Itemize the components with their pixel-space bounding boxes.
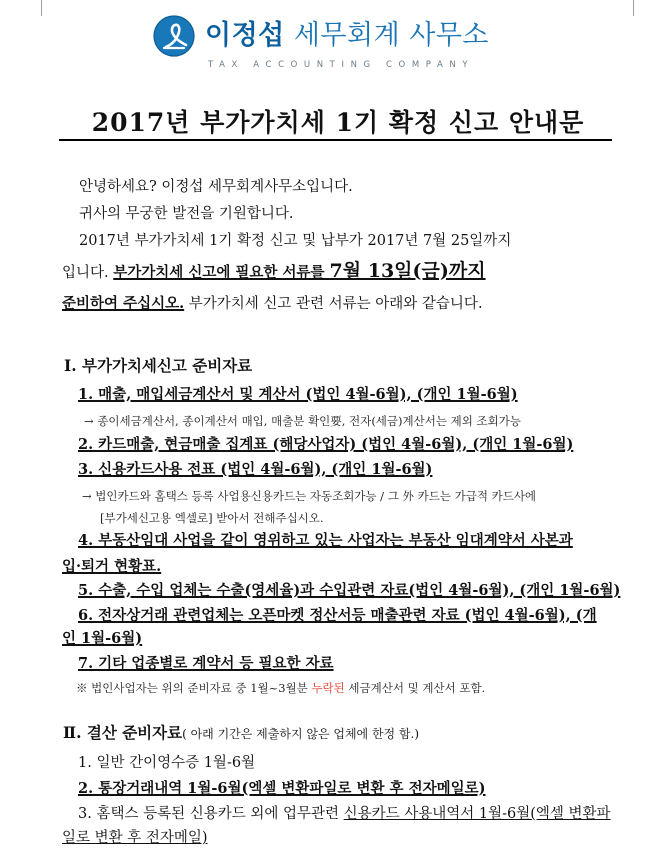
intro-prepare-request: 준비하여 주십시오. — [62, 295, 185, 312]
intro-deadline-lead: 부가가치세 신고에 필요한 서류를 — [113, 264, 330, 281]
section-1-note-text-a: ※ 법인사업자는 위의 준비자료 중 1월~3월분 — [76, 681, 312, 695]
section-1-heading: Ⅰ. 부가가치세신고 준비자료 — [64, 356, 253, 375]
intro-deadline-date: 7월 13일(금)까지 — [329, 260, 486, 282]
intro-line-2: 귀사의 무궁한 발전을 기원합니다. — [79, 206, 294, 222]
intro-line-3: 2017년 부가가치세 1기 확정 신고 및 납부가 2017년 7월 25일까지 — [79, 233, 512, 249]
section-1-item-1-note: → 종이세금계산서, 종이계산서 매입, 매출분 확인要, 전자(세금)계산서는 제외 조회가능 — [84, 414, 521, 428]
section-1-item-2 — [78, 434, 573, 456]
section-2-item-3-text-2: 일로 변환 후 전자메일) — [62, 830, 208, 846]
section-1-item-4-line-1 — [78, 530, 573, 552]
section-1-item-7 — [78, 653, 334, 675]
section-2-heading-text: Ⅱ. 결산 준비자료 — [63, 723, 183, 742]
company-name-bold: 이정섭 — [205, 20, 285, 51]
section-1-item-1-text: 1. 매출, 매입세금계산서 및 계산서 (법인 4월-6월), (개인 1월-6월) — [78, 386, 518, 403]
company-logo-icon — [153, 15, 195, 57]
section-2-heading-note: ( 아래 기간은 제출하지 않은 업체에 한정 함.) — [182, 727, 420, 741]
company-subtitle: TAX ACCOUNTING COMPANY — [208, 60, 475, 70]
section-2-item-3-line-1 — [78, 803, 611, 825]
section-1-item-3 — [78, 459, 432, 481]
section-2-item-2 — [78, 778, 486, 800]
intro-line-1: 안녕하세요? 이정섭 세무회계사무소입니다. — [79, 179, 353, 195]
section-1-item-4-text-1: 4. 부동산임대 사업을 같이 영위하고 있는 사업자는 부동산 임대계약서 사본과 — [78, 532, 573, 549]
intro-line-5 — [62, 293, 483, 315]
section-2-heading — [63, 722, 419, 745]
page-margin-right — [633, 0, 634, 16]
company-logo — [153, 13, 489, 59]
section-2-item-3-text-b: 신용카드 사용내역서 1월-6월(엑셀 변환파 — [343, 806, 611, 822]
section-1-item-7-text: 7. 기타 업종별로 계약서 등 필요한 자료 — [78, 655, 334, 672]
section-1-note — [76, 677, 485, 699]
section-1-item-6-line-2 — [62, 628, 142, 650]
section-1-item-1 — [78, 384, 518, 406]
section-1-item-6-text-2: 인 1월-6월) — [62, 630, 143, 647]
section-1-item-2-text: 2. 카드매출, 현금매출 집계표 (해당사업자) (법인 4월-6월), (개인 1월-6월) — [78, 436, 574, 453]
document-title: 2017년 부가가치세 1기 확정 신고 안내문 — [91, 108, 585, 137]
section-1-note-highlight: 누락된 — [311, 681, 345, 695]
section-1-note-text-c: 세금계산서 및 계산서 포함. — [344, 681, 486, 695]
section-2-item-3-line-2 — [62, 827, 208, 849]
company-name — [205, 13, 489, 59]
section-1-item-3-note-2: [부가세신고용 엑셀로] 받아서 전해주십시오. — [100, 511, 324, 525]
intro-line-4 — [62, 260, 486, 284]
section-2-item-3-text-a: 3. 홈택스 등록된 신용카드 외에 업무관련 — [78, 806, 344, 822]
intro-line-4-text: 입니다. — [62, 265, 114, 281]
section-1-item-5-text: 5. 수출, 수입 업체는 수출(영세율)과 수입관련 자료(법인 4월-6월), (개인 1월-6월) — [78, 582, 621, 599]
section-1-item-6-text-1: 6. 전자상거래 관련업체는 오픈마켓 정산서등 매출관련 자료 (법인 4월-6월), (개 — [78, 607, 597, 624]
section-1-item-4-line-2 — [62, 556, 161, 578]
section-1-item-6-line-1 — [78, 605, 597, 627]
section-1-item-4-text-2: 입·퇴거 현황표. — [62, 558, 162, 575]
section-1-item-3-note-1: → 법인카드와 홈택스 등록 사업용신용카드는 자동조회가능 / 그 外 카드는 가급적 카드사에 — [82, 489, 537, 503]
section-2-item-1: 1. 일반 간이영수증 1월-6월 — [78, 755, 256, 771]
company-name-regular: 세무회계 사무소 — [293, 20, 489, 51]
title-underline — [59, 139, 612, 141]
section-1-item-3-text: 3. 신용카드사용 전표 (법인 4월-6월), (개인 1월-6월) — [78, 461, 433, 478]
section-1-item-5 — [78, 580, 620, 602]
section-2-item-2-text: 2. 통장거래내역 1월-6월(엑셀 변환파일로 변환 후 전자메일로) — [78, 780, 486, 797]
page-margin-left — [41, 0, 42, 16]
intro-line-5-text: 부가가치세 신고 관련 서류는 아래와 같습니다. — [184, 296, 483, 312]
